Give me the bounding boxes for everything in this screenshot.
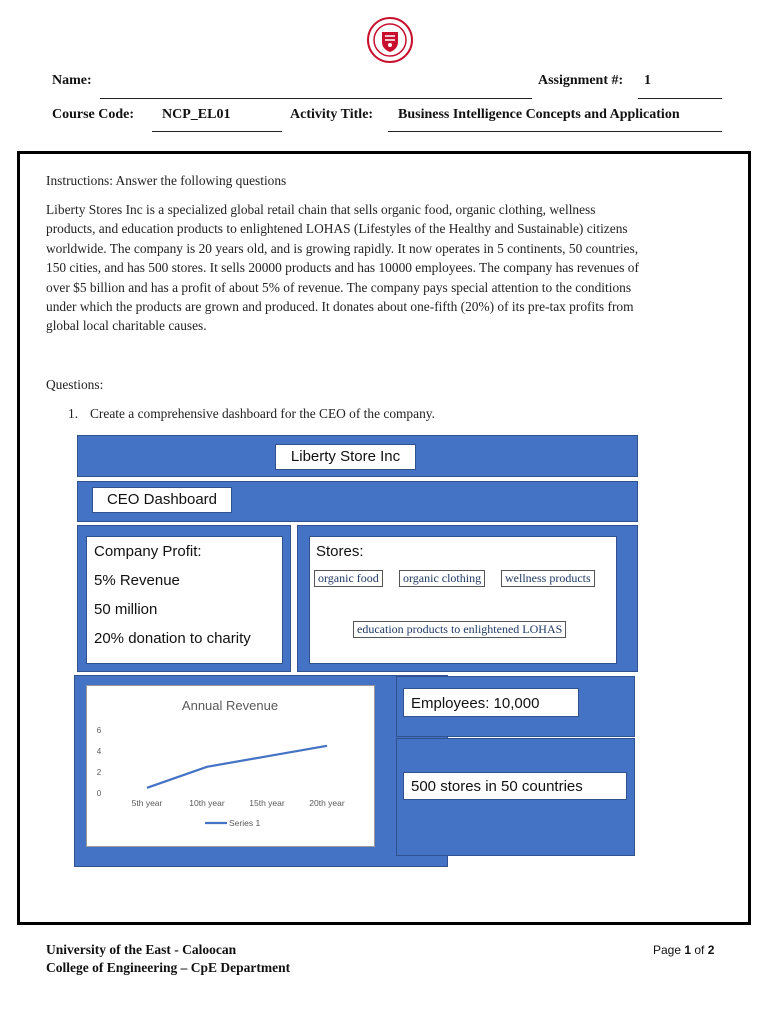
store-tag-organic-food: organic food xyxy=(314,570,383,587)
revenue-chart xyxy=(86,685,375,847)
paragraph-line: under which the products are grown and produced. It donates about one-fifth (20%) of its pre-tax profits from xyxy=(46,299,634,315)
questions-label: Questions: xyxy=(46,377,104,392)
page-number xyxy=(653,943,714,957)
activity-title-field-line[interactable] xyxy=(388,131,722,132)
dashboard-title: Liberty Store Inc xyxy=(275,444,416,470)
y-tick-label: 6 xyxy=(96,726,102,735)
paragraph-line: products, and education products to enlightened LOHAS (Lifestyles of the Healthy and Sustainable) citizens xyxy=(46,221,628,237)
page-current: 1 xyxy=(684,943,692,957)
page-of: of xyxy=(691,943,708,957)
name-label: Name: xyxy=(52,73,92,88)
university-seal-logo xyxy=(367,17,413,63)
question-1-text: Create a comprehensive dashboard for the CEO of the company. xyxy=(90,406,435,421)
y-tick-label: 4 xyxy=(96,747,102,756)
profit-box xyxy=(86,536,283,664)
x-tick-label: 20th year xyxy=(309,798,345,808)
instructions-text: Instructions: Answer the following questions xyxy=(46,173,287,188)
course-code-label: Course Code: xyxy=(52,107,135,122)
scenario-paragraph xyxy=(46,200,736,336)
course-code-field-line[interactable] xyxy=(152,131,282,132)
chart-title: Annual Revenue xyxy=(181,698,279,713)
page-prefix: Page xyxy=(653,943,685,957)
profit-revenue: 5% Revenue xyxy=(94,572,180,589)
x-tick-label: 10th year xyxy=(189,798,225,808)
footer-college: College of Engineering – CpE Department xyxy=(46,960,291,975)
footer-university: University of the East - Caloocan xyxy=(46,942,237,957)
revenue-chart-svg xyxy=(87,686,374,846)
paragraph-line: over $5 billion and has a profit of about 5% of revenue. The company pays special attention to the conditions xyxy=(46,279,632,295)
paragraph-line: global local charitable causes. xyxy=(46,318,207,334)
x-tick-label: 15th year xyxy=(249,798,285,808)
course-code-value: NCP_EL01 xyxy=(162,107,231,122)
y-tick-label: 0 xyxy=(96,789,102,798)
profit-donation: 20% donation to charity xyxy=(94,630,251,647)
assignment-field-line[interactable] xyxy=(638,98,722,99)
assignment-label: Assignment #: xyxy=(538,73,624,88)
activity-title-value: Business Intelligence Concepts and Application xyxy=(398,107,680,122)
ceo-dashboard xyxy=(60,430,664,866)
page-total: 2 xyxy=(707,943,715,957)
y-tick-label: 2 xyxy=(96,768,102,777)
profit-amount: 50 million xyxy=(94,601,158,618)
store-tag-wellness-products: wellness products xyxy=(501,570,595,587)
paragraph-line: Liberty Stores Inc is a specialized global retail chain that sells organic food, organic clothing, wellness xyxy=(46,202,596,217)
store-tag-organic-clothing: organic clothing xyxy=(399,570,485,587)
question-1-number: 1. xyxy=(68,406,79,421)
stores-box xyxy=(309,536,617,664)
activity-title-label: Activity Title: xyxy=(290,107,374,122)
profit-heading: Company Profit: xyxy=(94,543,202,560)
store-count: 500 stores in 50 countries xyxy=(403,772,627,800)
x-tick-label: 5th year xyxy=(131,798,163,808)
stores-heading: Stores: xyxy=(316,543,364,560)
paragraph-line: 150 cities, and has 500 stores. It sells 20000 products and has 10000 employees. The company has revenues of xyxy=(46,260,639,276)
assignment-value: 1 xyxy=(644,73,651,88)
legend-label: Series 1 xyxy=(229,818,261,828)
dashboard-subtitle: CEO Dashboard xyxy=(92,487,232,513)
store-tag-education-products: education products to enlightened LOHAS xyxy=(353,621,566,638)
paragraph-line: worldwide. The company is 20 years old, and is growing rapidly. It now operates in 5 continents, 50 countries, xyxy=(46,240,639,256)
name-field-line[interactable] xyxy=(100,98,532,99)
employees-count: Employees: 10,000 xyxy=(403,688,579,717)
series-line xyxy=(147,746,327,788)
